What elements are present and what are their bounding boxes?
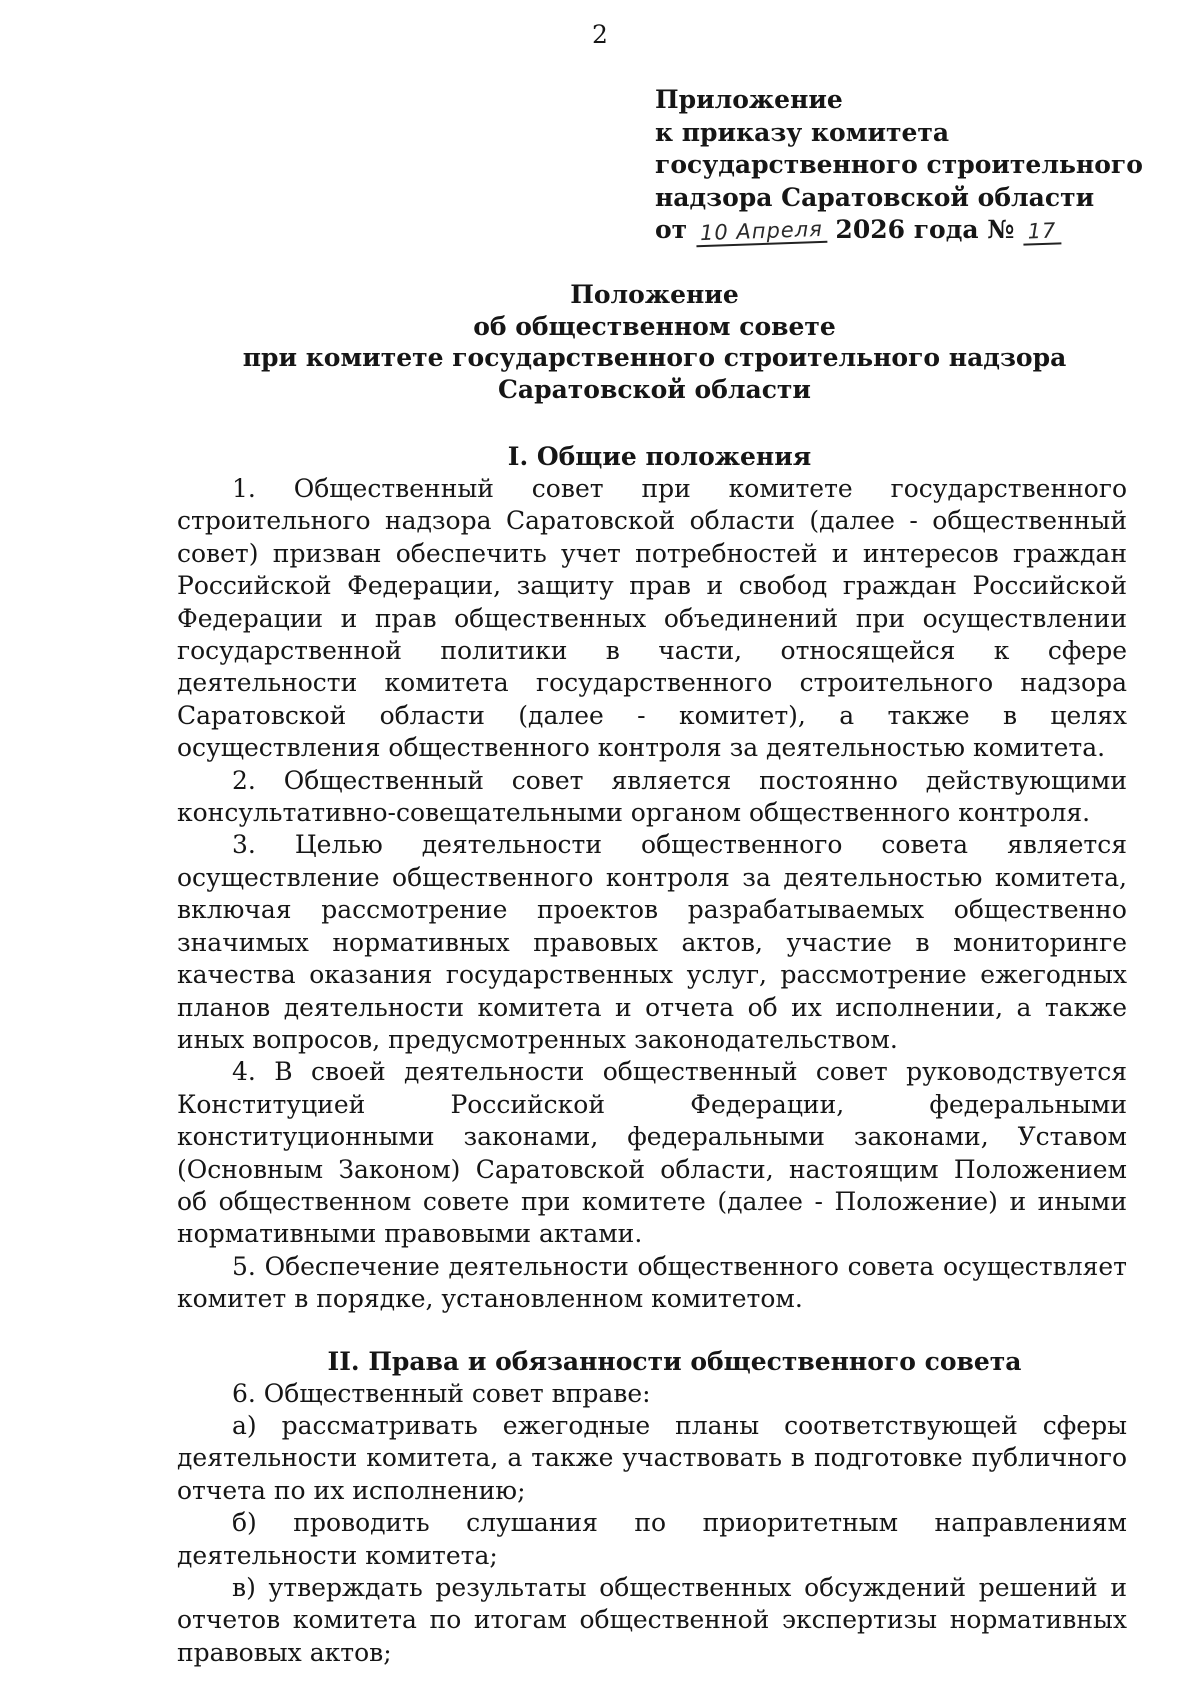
section-heading: I. Общие положения — [507, 442, 812, 471]
handwritten-date: 10 Апреля — [695, 217, 827, 248]
paragraph: 2. Общественный совет является постоянно действующими консультативно-совещательными органом общественного контроля. — [177, 765, 1127, 828]
document-title — [0, 279, 1200, 405]
appendix-line: Приложение — [655, 85, 843, 114]
section-heading: II. Права и обязанности общественного совета — [327, 1346, 1022, 1376]
title-line: Саратовской области — [498, 374, 811, 404]
page-number: 2 — [592, 20, 608, 49]
paragraph: в) утверждать результаты общественных обсуждений решений и отчетов комитета по итогам общественной экспертизы нормативных правовых актов; — [177, 1573, 1127, 1667]
appendix-block — [655, 84, 1143, 247]
paragraph: б) проводить слушания по приоритетным направлениям деятельности комитета; — [177, 1508, 1127, 1570]
paragraph: 6. Общественный совет вправе: — [232, 1378, 651, 1408]
year-text: 2026 года № — [835, 215, 1015, 244]
appendix-line: к приказу комитета — [655, 117, 950, 147]
appendix-line: государственного строительного — [655, 150, 1143, 179]
paragraph: а) рассматривать ежегодные планы соответствующей сферы деятельности комитета, а также участвовать в подготовке публичного отчета по их исполнению; — [177, 1410, 1127, 1505]
handwritten-number: 17 — [1023, 218, 1062, 245]
title-line: при комитете государственного строительного надзора — [242, 343, 1067, 372]
paragraph: 1. Общественный совет при комитете государственного строительного надзора Саратовской области (далее - общественный совет) призван обеспечить учет потребностей и интересов граждан Российской Федерации, защиту прав и свобод граждан Российской Федерации и прав общественных объединений при осуществлении государственной политики в части, относящейся к сфере деятельности комитета государственного строительного надзора Саратовской области (далее - комитет), а также в целях осуществления общественного контроля за деятельностью комитета. — [177, 474, 1127, 763]
appendix-line: надзора Саратовской области — [655, 182, 1095, 212]
appendix-date-line — [655, 214, 1143, 247]
paragraph: 4. В своей деятельности общественный совет руководствуется Конституцией Российской Федерации, федеральными конституционными законами, федеральными законами, Уставом (Основным Законом) Саратовской области, настоящим Положением об общественном совете при комитете (далее - Положение) и иными нормативными правовыми актами. — [177, 1057, 1127, 1249]
date-prefix: от — [655, 215, 688, 244]
section-spacer — [177, 1316, 1127, 1346]
paragraph: 5. Обеспечение деятельности общественного совета осуществляет комитет в порядке, установленном комитетом. — [177, 1251, 1127, 1314]
title-line: об общественном совете — [473, 311, 836, 341]
title-line: Положение — [570, 280, 739, 309]
paragraph: 3. Целью деятельности общественного совета является осуществление общественного контроля за деятельностью комитета, включая рассмотрение проектов разрабатываемых общественно значимых нормативных правовых актов, участие в мониторинге качества оказания государственных услуг, рассмотрение ежегодных планов деятельности комитета и отчета об их исполнении, а также иных вопросов, предусмотренных законодательством. — [177, 830, 1127, 1054]
document-body — [177, 441, 1127, 1669]
